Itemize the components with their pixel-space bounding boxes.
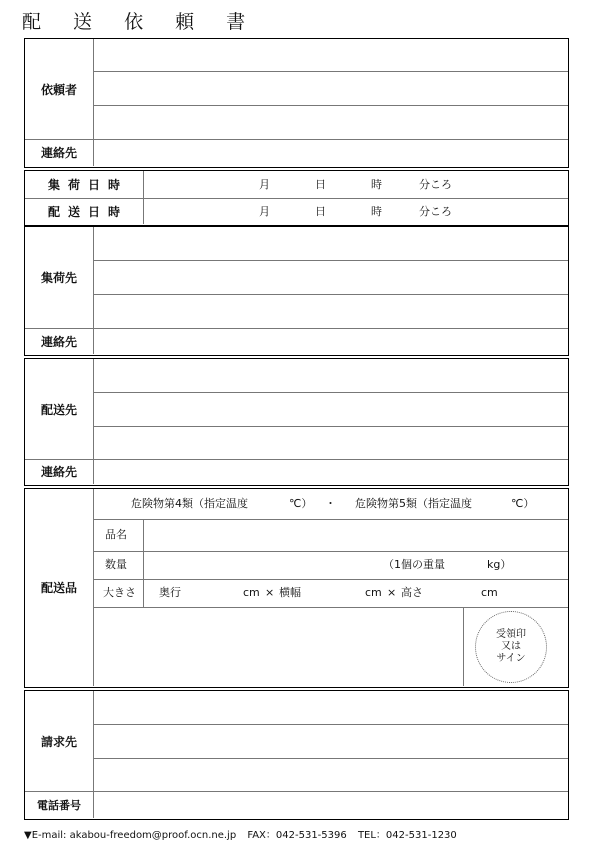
pickup-contact-label: 連絡先 xyxy=(40,334,77,349)
pickup-minute-unit: 分ころ xyxy=(419,178,452,191)
pickup-place-label: 集荷先 xyxy=(40,271,77,285)
pickup-datetime-field[interactable] xyxy=(145,171,567,198)
unit-weight-label: （1個の重量 xyxy=(383,558,445,571)
requester-contact-label: 連絡先 xyxy=(40,146,77,160)
width-label: 横幅 xyxy=(279,586,301,599)
pickup-address-field[interactable] xyxy=(95,228,567,327)
hazard-class5-option[interactable]: 危険物第5類（指定温度 xyxy=(355,497,472,510)
requester-label: 依頼者 xyxy=(40,82,77,97)
footer-contact xyxy=(24,826,457,841)
item-name-label: 品名 xyxy=(105,528,127,541)
delivery-datetime-field[interactable] xyxy=(145,199,567,225)
delivery-contact-field[interactable] xyxy=(95,461,567,483)
delivery-datetime-label: 配送日時 xyxy=(47,205,128,219)
requester-contact-field[interactable] xyxy=(95,141,567,165)
height-unit: cm xyxy=(481,586,498,599)
width-unit: cm xyxy=(365,586,382,599)
goods-section xyxy=(24,488,569,688)
billing-phone-field[interactable] xyxy=(95,793,567,817)
footer-fax: FAX：042-531-5396 xyxy=(247,830,347,841)
goods-notes-field[interactable] xyxy=(95,609,461,685)
delivery-day-unit: 日 xyxy=(315,205,326,218)
delivery-month-unit: 月 xyxy=(259,205,270,218)
item-name-field[interactable] xyxy=(145,520,567,550)
depth-unit: cm xyxy=(243,586,260,599)
pickup-contact-field[interactable] xyxy=(95,330,567,353)
times-sign-2: × xyxy=(387,586,397,599)
hazard-class4-option[interactable]: 危険物第4類（指定温度 xyxy=(131,497,248,510)
delivery-contact-label: 連絡先 xyxy=(40,465,77,479)
requester-section xyxy=(24,38,569,168)
delivery-place-label: 配送先 xyxy=(40,402,77,417)
goods-label: 配送品 xyxy=(40,581,77,595)
delivery-address-field[interactable] xyxy=(95,360,567,458)
size-field[interactable] xyxy=(145,580,567,606)
depth-label: 奥行 xyxy=(159,586,181,599)
pickup-day-unit: 日 xyxy=(315,178,326,191)
pickup-place-section xyxy=(24,226,569,356)
requester-name-field[interactable] xyxy=(95,40,567,138)
unit-weight-kg: kg） xyxy=(487,558,512,571)
hazard-separator: ・ xyxy=(325,497,336,510)
hazard-class4-celsius: ℃） xyxy=(289,497,313,510)
hazard-class5-celsius: ℃） xyxy=(511,497,535,510)
size-label: 大きさ xyxy=(103,586,136,599)
stamp-line-3: サイン xyxy=(496,653,526,664)
delivery-minute-unit: 分ころ xyxy=(419,205,452,218)
delivery-hour-unit: 時 xyxy=(371,205,382,218)
footer-email[interactable]: ▼E-mail: akabou-freedom@proof.ocn.ne.jp xyxy=(24,830,237,841)
stamp-line-1: 受領印 xyxy=(496,629,526,640)
quantity-label: 数量 xyxy=(105,558,127,571)
stamp-line-2: 又は xyxy=(501,641,521,652)
pickup-month-unit: 月 xyxy=(259,178,270,191)
pickup-datetime-label: 集荷日時 xyxy=(47,178,128,192)
schedule-section xyxy=(24,170,569,226)
billing-label: 請求先 xyxy=(40,734,77,749)
height-label: 高さ xyxy=(401,586,423,599)
delivery-place-section xyxy=(24,358,569,486)
receipt-stamp-area[interactable] xyxy=(475,611,547,683)
pickup-hour-unit: 時 xyxy=(371,178,382,191)
footer-tel: TEL：042-531-1230 xyxy=(357,830,457,841)
billing-section xyxy=(24,690,569,820)
billing-phone-label: 電話番号 xyxy=(37,798,81,812)
document-title: 配 送 依 頼 書 xyxy=(22,11,259,33)
billing-address-field[interactable] xyxy=(95,692,567,790)
times-sign-1: × xyxy=(265,586,275,599)
